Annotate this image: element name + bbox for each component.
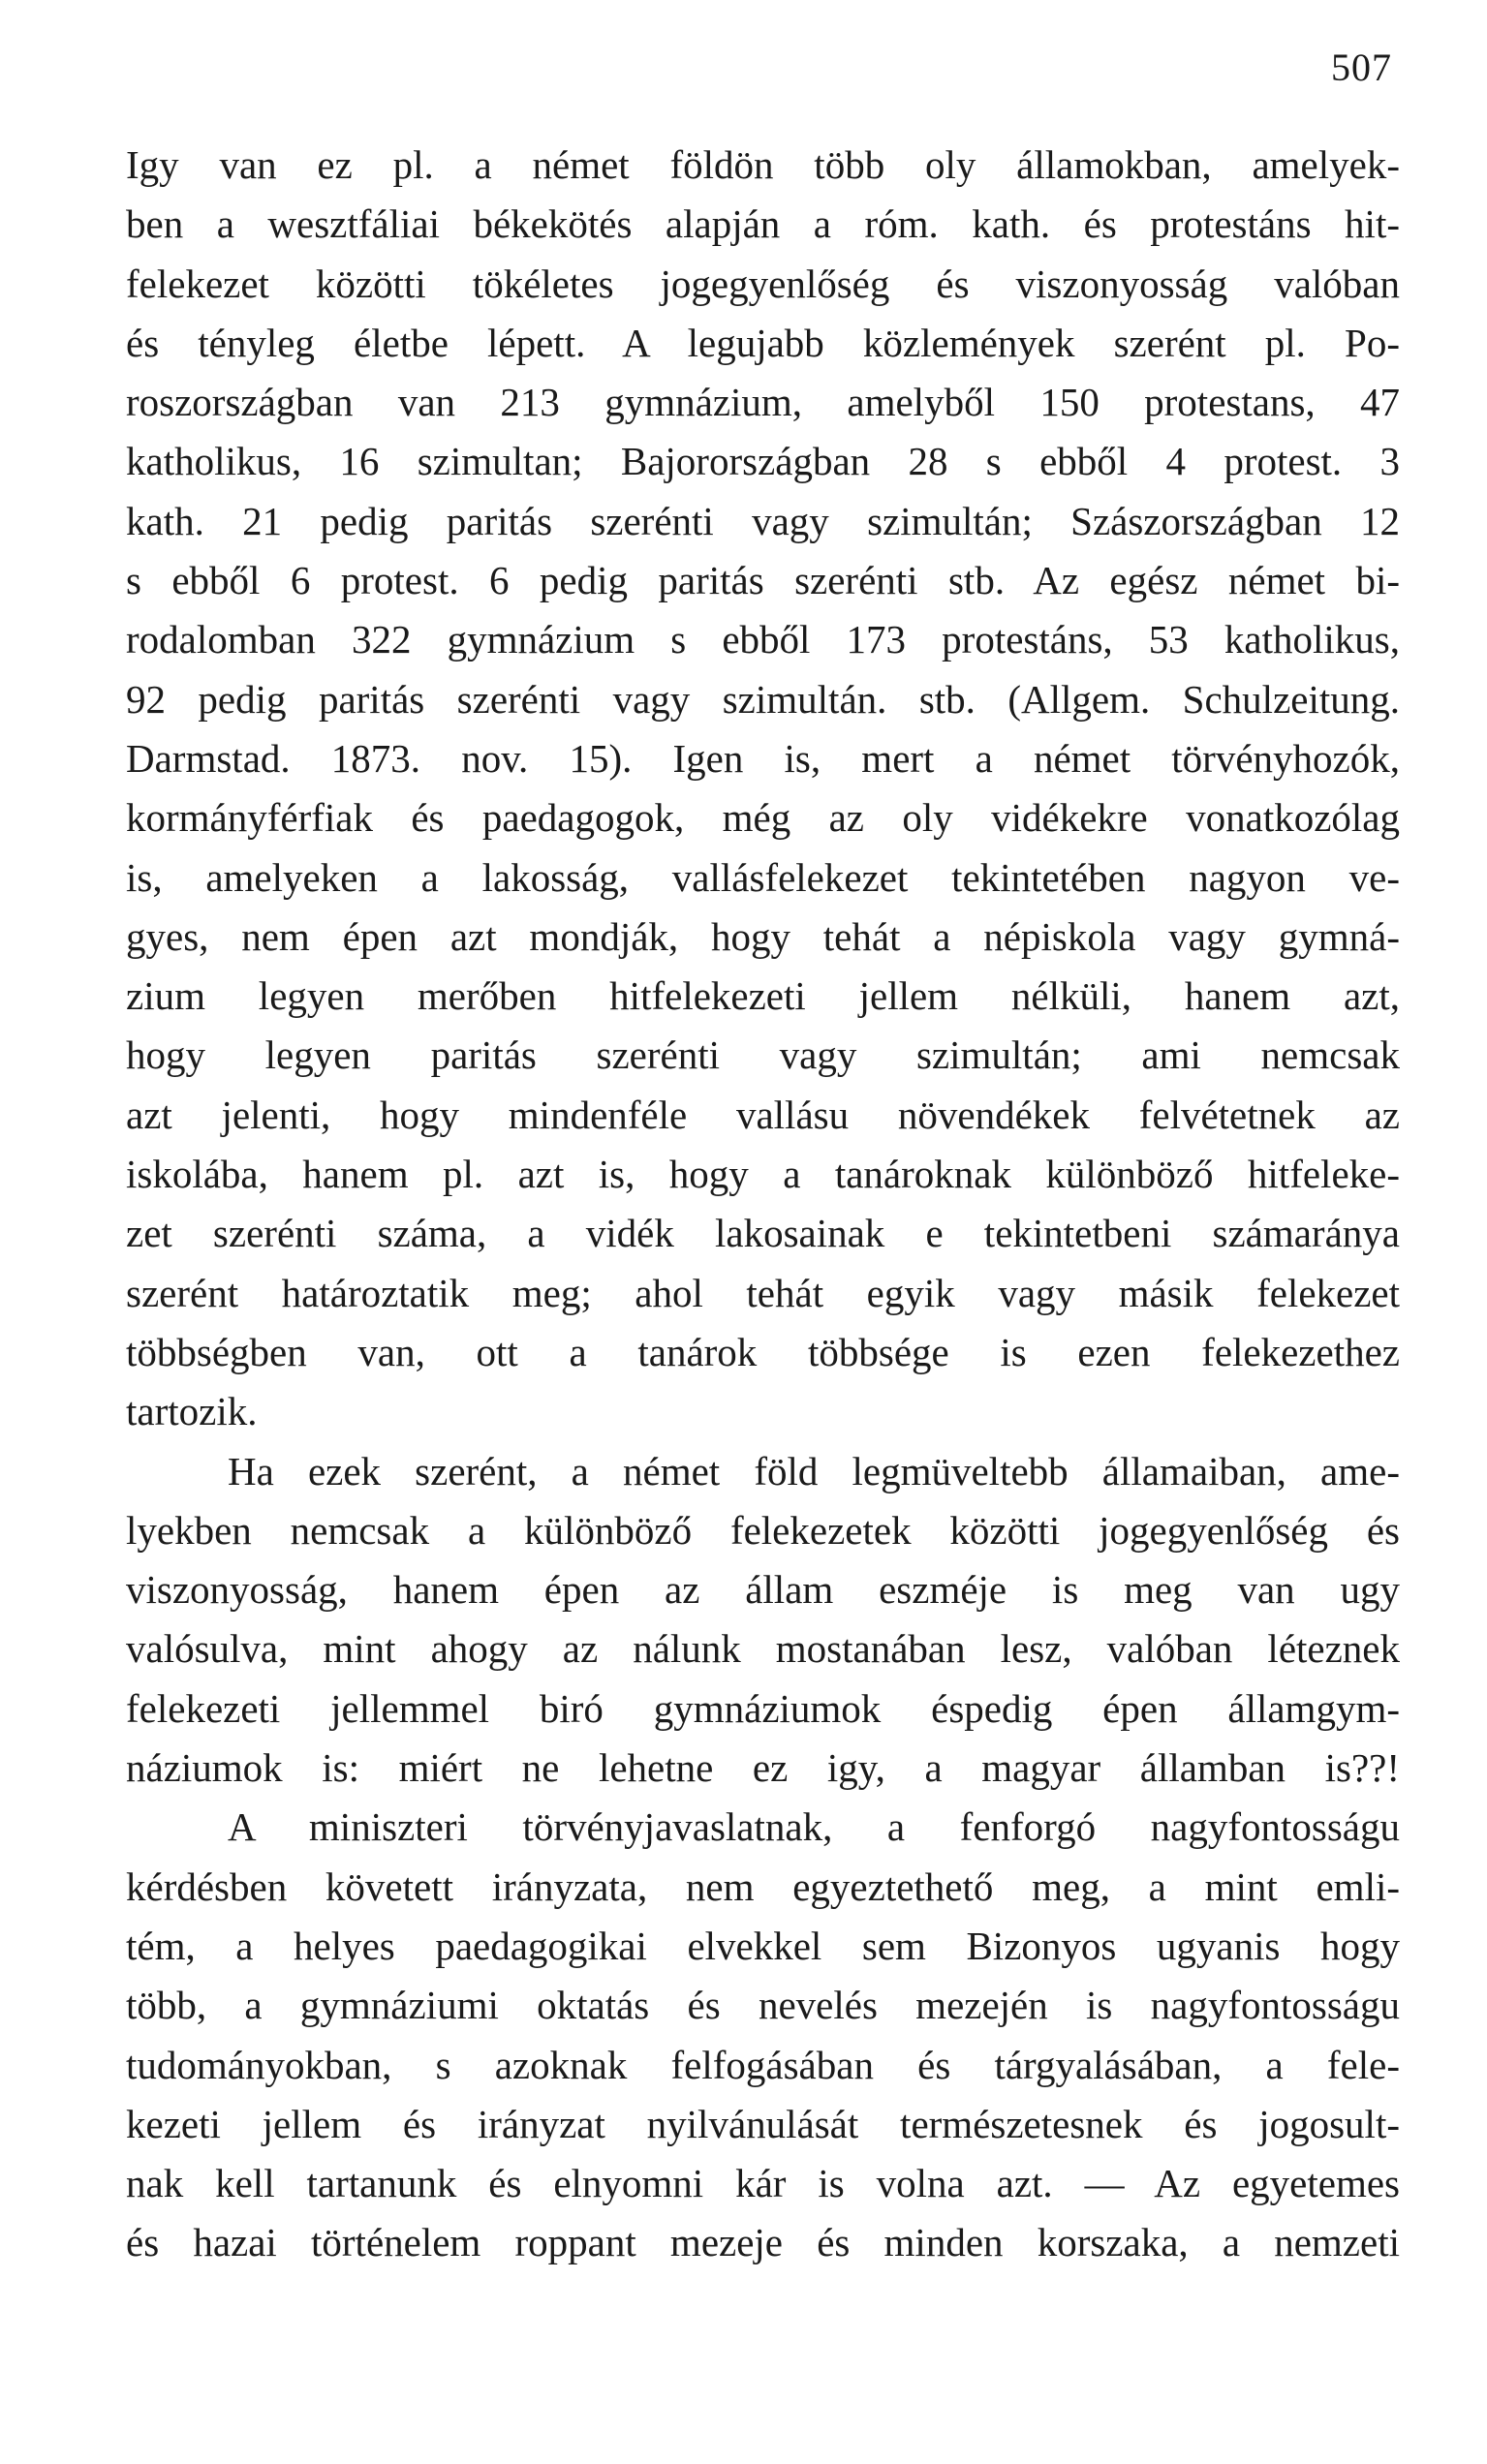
text-line: zet szerénti száma, a vidék lakosainak e tekintetbeni számaránya [126, 1211, 1400, 1256]
text-line: s ebből 6 protest. 6 pedig paritás szerénti stb. Az egész német bi- [126, 558, 1400, 603]
text-line: lyekben nemcsak a különböző felekezetek közötti jogegyenlőség és [126, 1507, 1400, 1553]
text-line: katholikus, 16 szimultan; Bajorországban 28 s ebből 4 protest. 3 [126, 439, 1400, 484]
text-line: tém, a helyes paedagogikai elvekkel sem Bizonyos ugyanis hogy [126, 1923, 1400, 1968]
text-line: felekezet közötti tökéletes jogegyenlőség és viszonyosság valóban [126, 261, 1400, 306]
paragraph-start-line: Ha ezek szerént, a német föld legmüveltebb államaiban, ame- [228, 1448, 1400, 1494]
page-number: 507 [1331, 46, 1392, 89]
text-line: kérdésben követett irányzata, nem egyeztethető meg, a mint emli- [126, 1863, 1400, 1909]
text-line: nak kell tartanunk és elnyomni kár is volna azt. — Az egyetemes [126, 2161, 1400, 2206]
text-line: tartozik. [126, 1389, 258, 1434]
text-line: Darmstad. 1873. nov. 15). Igen is, mert a német törvényhozók, [126, 735, 1400, 781]
text-line: valósulva, mint ahogy az nálunk mostanában lesz, valóban léteznek [126, 1626, 1400, 1672]
text-line: és tényleg életbe lépett. A legujabb közlemények szerént pl. Po- [126, 320, 1400, 365]
text-line: 92 pedig paritás szerénti vagy szimultán. stb. (Allgem. Schulzeitung. [126, 676, 1400, 722]
text-line: több, a gymnáziumi oktatás és nevelés mezején is nagyfontosságu [126, 1983, 1400, 2028]
text-line: szerént határoztatik meg; ahol tehát egyik vagy másik felekezet [126, 1270, 1400, 1315]
text-line: többségben van, ott a tanárok többsége is ezen felekezethez [126, 1329, 1400, 1374]
text-line: zium legyen merőben hitfelekezeti jellem nélküli, hanem azt, [126, 973, 1400, 1019]
text-line: kormányférfiak és paedagogok, még az oly vidékekre vonatkozólag [126, 795, 1400, 841]
text-line: Igy van ez pl. a német földön több oly államokban, amelyek- [126, 142, 1400, 187]
paragraph-start-line: A miniszteri törvényjavaslatnak, a fenforgó nagyfontosságu [228, 1804, 1400, 1850]
text-line: tudományokban, s azoknak felfogásában és tárgyalásában, a fele- [126, 2042, 1400, 2087]
body-text [126, 136, 1400, 2273]
text-line: felekezeti jellemmel biró gymnáziumok éspedig épen államgym- [126, 1685, 1400, 1731]
text-line: kezeti jellem és irányzat nyilvánulását természetesnek és jogosult- [126, 2101, 1400, 2146]
text-line: gyes, nem épen azt mondják, hogy tehát a népiskola vagy gymná- [126, 913, 1400, 959]
text-line: hogy legyen paritás szerénti vagy szimultán; ami nemcsak [126, 1032, 1400, 1078]
text-line: viszonyosság, hanem épen az állam eszméje is meg van ugy [126, 1567, 1400, 1613]
text-line: roszországban van 213 gymnázium, amelyből 150 protestans, 47 [126, 380, 1400, 425]
text-line: rodalomban 322 gymnázium s ebből 173 protestáns, 53 katholikus, [126, 617, 1400, 662]
text-line: náziumok is: miért ne lehetne ez igy, a magyar államban is??! [126, 1745, 1400, 1791]
text-line: ben a wesztfáliai békekötés alapján a róm. kath. és protestáns hit- [126, 201, 1400, 247]
text-line: is, amelyeken a lakosság, vallásfelekezet tekintetében nagyon ve- [126, 854, 1400, 900]
text-line: és hazai történelem roppant mezeje és minden korszaka, a nemzeti [126, 2220, 1400, 2265]
text-line: iskolába, hanem pl. azt is, hogy a tanároknak különböző hitfeleke- [126, 1152, 1400, 1197]
text-line: kath. 21 pedig paritás szerénti vagy szimultán; Szászországban 12 [126, 498, 1400, 543]
text-line: azt jelenti, hogy mindenféle vallásu növendékek felvétetnek az [126, 1092, 1400, 1137]
